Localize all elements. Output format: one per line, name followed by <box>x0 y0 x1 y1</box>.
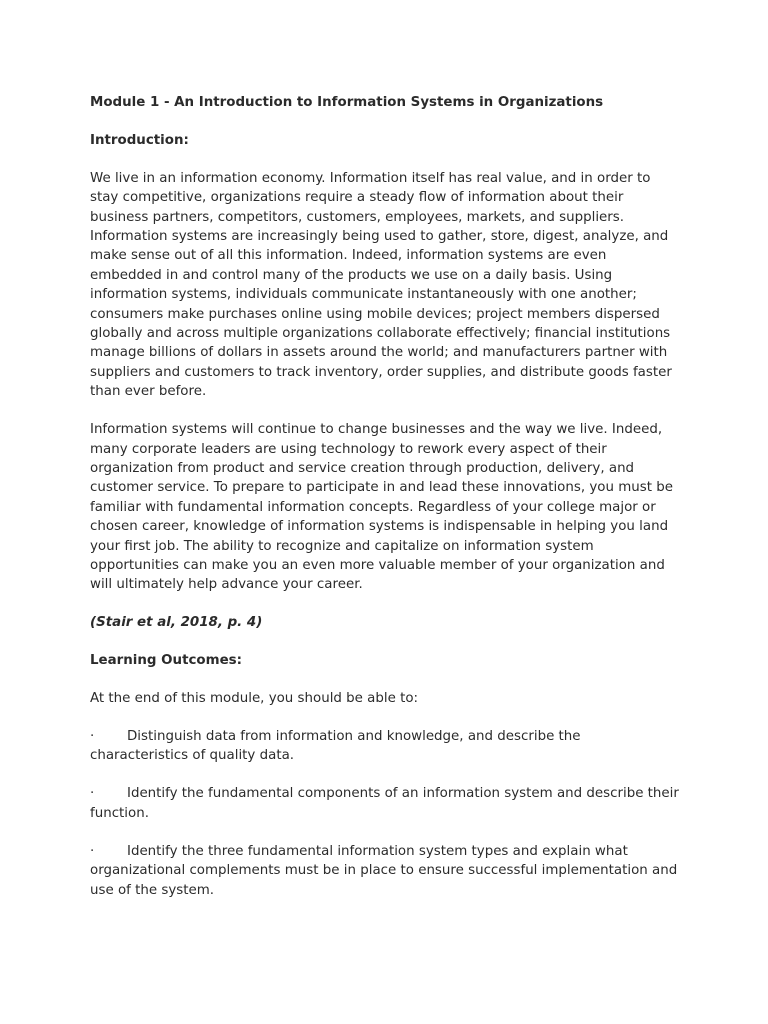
module-title: Module 1 - An Introduction to Information Systems in Organizations <box>90 95 604 110</box>
outcome-item-1 <box>90 727 680 766</box>
intro-paragraph-2: Information systems will continue to change businesses and the way we live. Indeed, many corporate leaders are using technology to rework every aspect of their organization from product and service creation through production, delivery, and customer service. To prepare to participate in and lead these innovations, you must be familiar with fundamental information concepts. Regardless of your college major or chosen career, knowledge of information systems is indispensable in helping you land your first job. The ability to recognize and capitalize on information system opportunities can make you an even more valuable member of your organization and will ultimately help advance your career. <box>90 422 673 593</box>
outcome-text-1: Distinguish data from information and knowledge, and describe the characteristics of quality data. <box>90 729 581 764</box>
outcome-item-3 <box>90 842 680 900</box>
bullet-dot: · <box>90 729 95 745</box>
outcome-item-2 <box>90 784 680 823</box>
citation: (Stair et al, 2018, p. 4) <box>90 615 263 631</box>
introduction-heading: Introduction: <box>90 132 189 148</box>
bullet-dot: · <box>90 786 95 802</box>
outcomes-intro: At the end of this module, you should be able to: <box>90 691 419 707</box>
outcome-text-2: Identify the fundamental components of an information system and describe their function. <box>90 786 679 821</box>
bullet-dot: · <box>90 843 95 859</box>
intro-paragraph-1: We live in an information economy. Information itself has real value, and in order to stay competitive, organizations require a steady flow of information about their business partners, competitors, customers, employees, markets, and suppliers. Information systems are increasingly being used to gather, store, digest, analyze, and make sense out of all this information. Indeed, information systems are even embedded in and control many of the products we use on a daily basis. Using information systems, individuals communicate instantaneously with one another; consumers make purchases online using mobile devices; project members dispersed globally and across multiple organizations collaborate effectively; financial institutions manage billions of dollars in assets around the world; and manufacturers partner with suppliers and customers to track inventory, order supplies, and distribute goods faster than ever before. <box>90 170 672 400</box>
learning-outcomes-heading: Learning Outcomes: <box>90 653 242 669</box>
outcome-text-3: Identify the three fundamental information system types and explain what organizational complements must be in place to ensure successful implementation and use of the system. <box>90 843 678 898</box>
